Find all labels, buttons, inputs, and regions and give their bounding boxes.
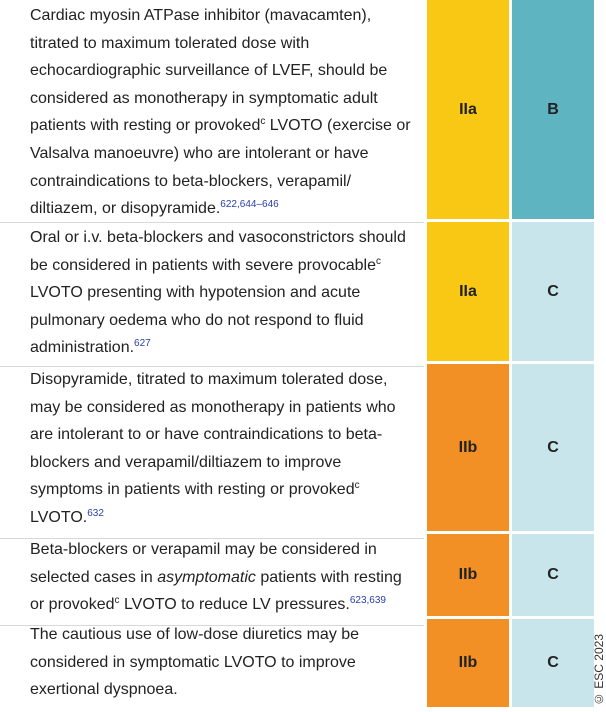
level-cell: B bbox=[509, 0, 594, 219]
reference-superscript: 622,644–646 bbox=[220, 199, 279, 211]
class-cell: IIb bbox=[424, 619, 509, 707]
class-cell: IIb bbox=[424, 364, 509, 531]
row-divider bbox=[0, 538, 424, 539]
recommendation-text: Oral or i.v. beta-blockers and vasoconstrictors should be considered in patients with severe provocable$^c$ LVOTO presenting with hypotension and acute pulmonary oedema who do not respond to fluid administration.$^{627}$ bbox=[0, 222, 424, 361]
row-divider bbox=[0, 222, 424, 223]
recommendation-text: The cautious use of low-dose diuretics may be considered in symptomatic LVOTO to improve exertional dyspnoea. bbox=[0, 619, 424, 707]
reference-superscript: 632 bbox=[87, 507, 104, 519]
table-row bbox=[0, 364, 594, 534]
table-row bbox=[0, 619, 594, 707]
level-cell: C bbox=[509, 619, 594, 707]
reference-superscript: 627 bbox=[134, 338, 151, 350]
table-row bbox=[0, 0, 594, 222]
recommendation-text: Cardiac myosin ATPase inhibitor (mavacamten), titrated to maximum tolerated dose with echocardiographic surveillance of LVEF, should be considered as monotherapy in symptomatic adult patients with resting or provoked$^c$ LVOTO (exercise or Valsalva manoeuvre) who are intolerant or have contraindications to beta-blockers, verapamil/ diltiazem, or disopyramide.$^{622,644-646}$ bbox=[0, 0, 424, 219]
table-row bbox=[0, 222, 594, 364]
level-cell: C bbox=[509, 364, 594, 531]
class-cell: IIa bbox=[424, 222, 509, 361]
level-cell: C bbox=[509, 534, 594, 616]
table-row bbox=[0, 534, 594, 619]
class-cell: IIa bbox=[424, 0, 509, 219]
recommendation-text: Disopyramide, titrated to maximum tolerated dose, may be considered as monotherapy in patients who are intolerant to or have contraindications to beta-blockers and verapamil/diltiazem to improve symptoms in patients with resting or provoked$^c$ LVOTO.$^{632}$ bbox=[0, 364, 424, 531]
level-cell: C bbox=[509, 222, 594, 361]
row-divider bbox=[0, 366, 424, 367]
recommendation-text: Beta-blockers or verapamil may be considered in selected cases in asymptomatic patients with resting or provoked$^c$ LVOTO to reduce LV pressures.$^{623,639}$ bbox=[0, 534, 424, 616]
class-cell: IIb bbox=[424, 534, 509, 616]
reference-superscript: 623,639 bbox=[349, 595, 386, 607]
copyright-label: © ESC 2023 bbox=[592, 633, 606, 706]
row-divider bbox=[0, 625, 424, 626]
